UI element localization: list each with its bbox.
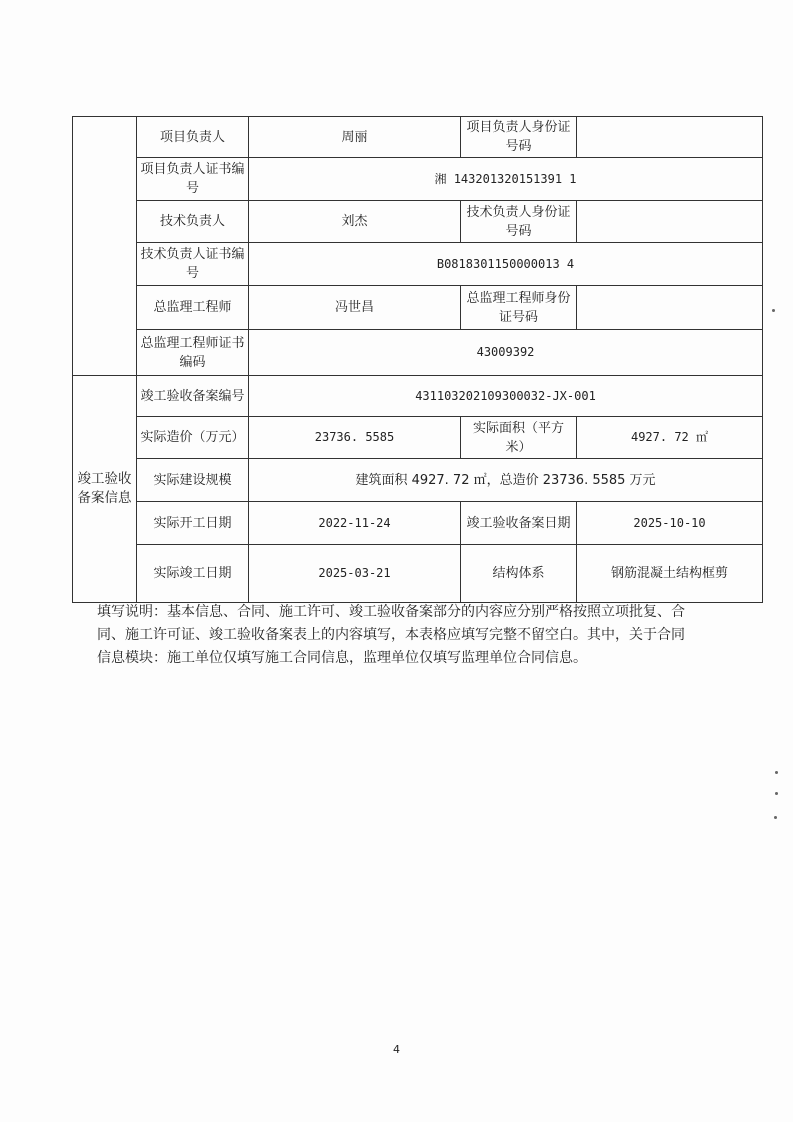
technical-lead-cert-value: B0818301150000013 4 <box>249 243 763 286</box>
technical-lead-id-label: 技术负责人身份证号码 <box>461 201 577 243</box>
technical-lead-value: 刘杰 <box>249 201 461 243</box>
record-number-value: 431103202109300032-JX-001 <box>249 376 763 417</box>
actual-start-value: 2022-11-24 <box>249 502 461 545</box>
row-actual-completion <box>73 545 763 603</box>
scan-speck <box>772 309 775 312</box>
actual-cost-value: 23736. 5585 <box>249 417 461 459</box>
actual-area-value: 4927. 72 ㎡ <box>577 417 763 459</box>
technical-lead-id-value <box>577 201 763 243</box>
chief-supervisor-cert-label: 总监理工程师证书编码 <box>137 330 249 376</box>
actual-scale-value: 建筑面积 4927. 72 ㎡，总造价 23736. 5585 万元 <box>249 459 763 502</box>
actual-completion-value: 2025-03-21 <box>249 545 461 603</box>
scan-speck <box>774 816 777 819</box>
row-chief-supervisor <box>73 286 763 330</box>
row-actual-start <box>73 502 763 545</box>
record-date-label: 竣工验收备案日期 <box>461 502 577 545</box>
chief-supervisor-id-value <box>577 286 763 330</box>
row-chief-supervisor-cert <box>73 330 763 376</box>
actual-cost-label: 实际造价（万元） <box>137 417 249 459</box>
project-manager-value: 周丽 <box>249 117 461 158</box>
page-number: 4 <box>393 1043 400 1056</box>
chief-supervisor-value: 冯世昌 <box>249 286 461 330</box>
filling-instructions: 填写说明：基本信息、合同、施工许可、竣工验收备案部分的内容应分别严格按照立项批复、合同、施工许可证、竣工验收备案表上的内容填写，本表格应填写完整不留空白。其中，关于合同信息模块：施工单位仅填写施工合同信息，监理单位仅填写监理单位合同信息。 <box>97 604 685 666</box>
scan-speck <box>775 771 778 774</box>
project-manager-label: 项目负责人 <box>137 117 249 158</box>
structure-value: 钢筋混凝土结构框剪 <box>577 545 763 603</box>
row-actual-scale <box>73 459 763 502</box>
project-manager-id-value <box>577 117 763 158</box>
completion-section-label: 竣工验收备案信息 <box>73 376 137 603</box>
technical-lead-cert-label: 技术负责人证书编号 <box>137 243 249 286</box>
personnel-section-label <box>73 117 137 376</box>
project-manager-id-label: 项目负责人身份证号码 <box>461 117 577 158</box>
structure-label: 结构体系 <box>461 545 577 603</box>
project-info-table <box>72 116 763 603</box>
row-record-number <box>73 376 763 417</box>
chief-supervisor-id-label: 总监理工程师身份证号码 <box>461 286 577 330</box>
row-project-manager-cert <box>73 158 763 201</box>
actual-scale-label: 实际建设规模 <box>137 459 249 502</box>
row-technical-lead-cert <box>73 243 763 286</box>
row-actual-cost <box>73 417 763 459</box>
row-project-manager <box>73 117 763 158</box>
actual-completion-label: 实际竣工日期 <box>137 545 249 603</box>
record-date-value: 2025-10-10 <box>577 502 763 545</box>
actual-area-label: 实际面积（平方米） <box>461 417 577 459</box>
project-manager-cert-label: 项目负责人证书编号 <box>137 158 249 201</box>
record-number-label: 竣工验收备案编号 <box>137 376 249 417</box>
scan-speck <box>775 792 778 795</box>
chief-supervisor-label: 总监理工程师 <box>137 286 249 330</box>
project-manager-cert-value: 湘 143201320151391 1 <box>249 158 763 201</box>
chief-supervisor-cert-value: 43009392 <box>249 330 763 376</box>
actual-start-label: 实际开工日期 <box>137 502 249 545</box>
row-technical-lead <box>73 201 763 243</box>
technical-lead-label: 技术负责人 <box>137 201 249 243</box>
